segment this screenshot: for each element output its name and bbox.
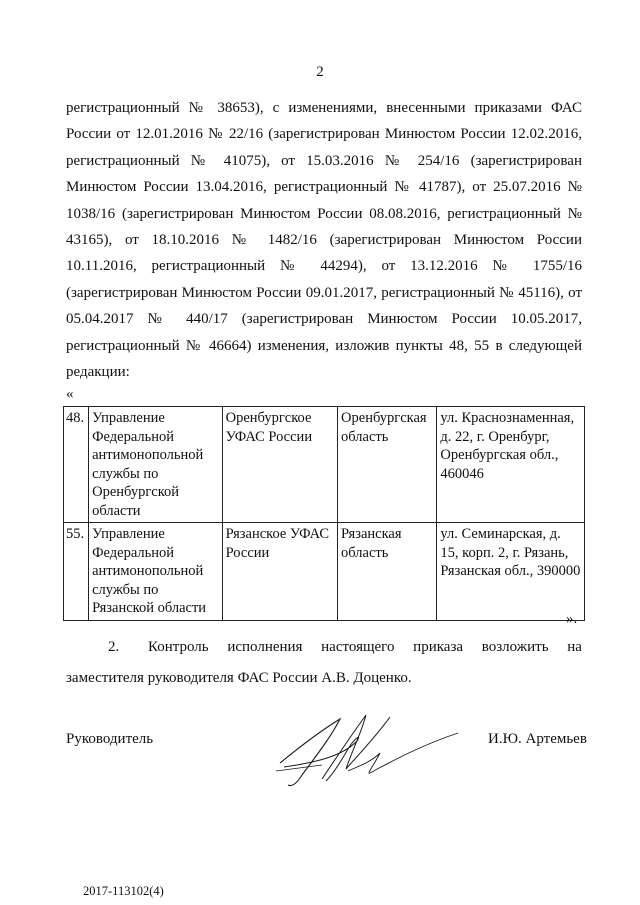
item-2-word: на: [567, 639, 582, 655]
item-2-word: приказа: [413, 639, 464, 655]
item-2-paragraph: [66, 632, 582, 694]
table-row: [64, 407, 585, 523]
opening-quote: «: [66, 386, 74, 402]
document-code: 2017-113102(4): [83, 884, 164, 898]
office-short-name: Рязанское УФАС России: [222, 523, 337, 621]
page-number: 2: [316, 64, 324, 80]
item-2-word: настоящего: [321, 639, 395, 655]
table-row: [64, 523, 585, 621]
row-number: 48.: [64, 407, 89, 523]
signatory-title: Руководитель: [66, 731, 154, 747]
item-2-word: возложить: [481, 639, 549, 655]
office-full-name: Управление Федеральной антимонопольной службы по Рязанской области: [89, 523, 223, 621]
office-full-name: Управление Федеральной антимонопольной службы по Оренбургской области: [89, 407, 223, 523]
office-short-name: Оренбургское УФАС России: [222, 407, 337, 523]
intro-paragraph: [66, 95, 582, 385]
item-2-word: Контроль: [147, 639, 209, 655]
item-2-word: исполнения: [227, 639, 303, 655]
handwritten-signature: [262, 705, 462, 795]
closing-quote: ».: [566, 611, 578, 627]
item-2-line-2: заместителя руководителя ФАС России А.В. Доценко.: [66, 670, 412, 686]
office-address: ул. Краснознаменная, д. 22, г. Оренбург, Оренбургская обл., 460046: [437, 407, 585, 523]
office-region: Рязанская область: [338, 523, 437, 621]
signatory-name: И.Ю. Артемьев: [488, 731, 587, 747]
row-number: 55.: [64, 523, 89, 621]
item-2-number: 2.: [108, 639, 120, 655]
offices-table: [63, 406, 585, 621]
office-address: ул. Семинарская, д. 15, корп. 2, г. Рязань, Рязанская обл., 390000: [437, 523, 585, 621]
intro-text: регистрационный № 38653), с изменениями, внесенными приказами ФАС России от 12.01.2016 № 22/16 (зарегистрирован Минюстом России 12.02.2016, регистрационный № 41075), от 15.03.2016 № 254/16 (зарегистрирован Минюстом России 13.04.2016, регистрационный № 41787), от 25.07.2016 № 1038/16 (зарегистрирован Минюстом России 08.08.2016, регистрационный № 43165), от 18.10.2016 № 1482/16 (зарегистрирован Минюстом России 10.11.2016, регистрационный № 44294), от 13.12.2016 № 1755/16 (зарегистрирован Минюстом России 09.01.2017, регистрационный № 45116), от 05.04.2017 № 440/17 (зарегистрирован Минюстом России 10.05.2017, регистрационный № 46664) изменения, изложив пункты 48, 55 в следующей редакции:: [66, 100, 582, 381]
office-region: Оренбургская область: [338, 407, 437, 523]
